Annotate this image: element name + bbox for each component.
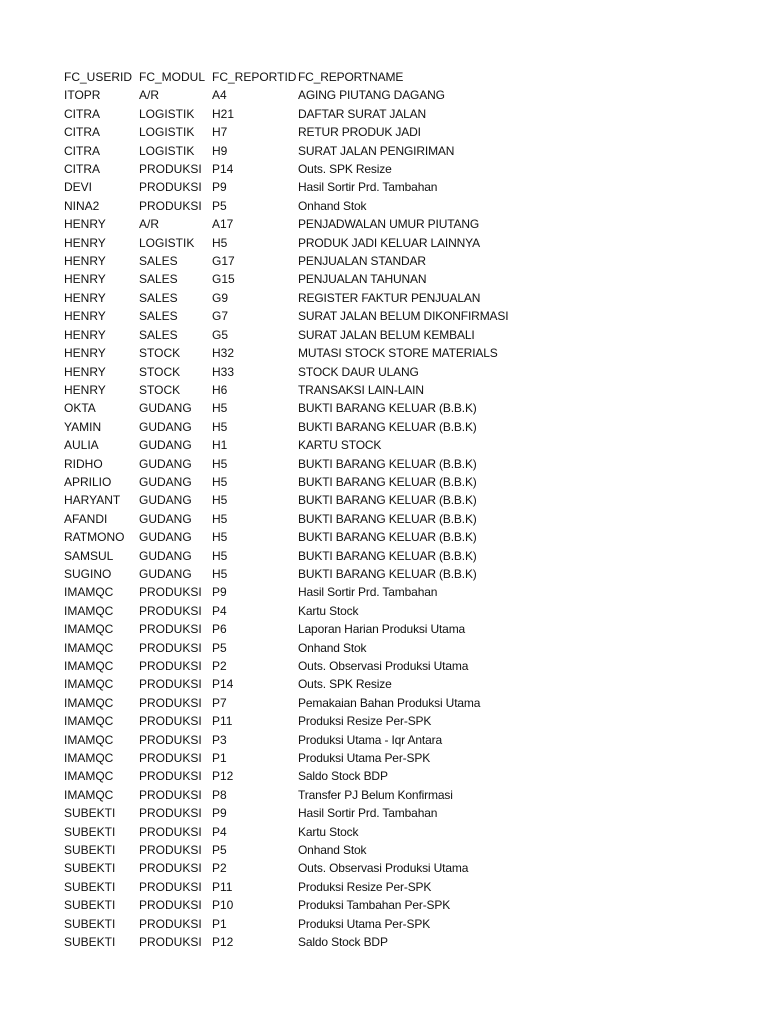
cell-reportname: BUKTI BARANG KELUAR (B.B.K) [298, 401, 477, 416]
cell-userid: IMAMQC [64, 769, 114, 784]
cell-reportname: Outs. SPK Resize [298, 162, 392, 177]
cell-userid: SUBEKTI [64, 916, 116, 931]
cell-reportname: Hasil Sortir Prd. Tambahan [298, 806, 438, 821]
cell-userid: RIDHO [64, 456, 103, 471]
cell-reportname: Pemakaian Bahan Produksi Utama [298, 695, 481, 710]
cell-userid: HENRY [64, 327, 106, 342]
cell-reportid: P12 [212, 769, 234, 784]
cell-reportname: Outs. Observasi Produksi Utama [298, 659, 469, 673]
cell-userid: HENRY [64, 235, 106, 250]
table-row [64, 473, 544, 491]
cell-reportname: RETUR PRODUK JADI [298, 125, 421, 140]
cell-modul: PRODUKSI [139, 861, 202, 876]
cell-modul: PRODUKSI [139, 603, 202, 618]
table-row [64, 547, 544, 565]
cell-modul: PRODUKSI [139, 916, 202, 931]
table-row [64, 344, 544, 362]
cell-userid: SUBEKTI [64, 879, 116, 894]
cell-reportid: H7 [212, 125, 228, 140]
table-row [64, 712, 544, 730]
table-row [64, 657, 544, 675]
cell-reportid: H5 [212, 419, 228, 434]
cell-modul: PRODUKSI [139, 180, 202, 195]
cell-reportname: BUKTI BARANG KELUAR (B.B.K) [298, 566, 477, 581]
cell-reportname: SURAT JALAN BELUM DIKONFIRMASI [298, 309, 509, 324]
cell-userid: SUBEKTI [64, 806, 116, 821]
cell-modul: PRODUKSI [139, 622, 202, 637]
cell-modul: GUDANG [139, 493, 192, 508]
table-row [64, 215, 544, 233]
cell-reportname: REGISTER FAKTUR PENJUALAN [298, 290, 481, 305]
cell-reportid: P14 [212, 677, 234, 692]
table-row [64, 436, 544, 454]
cell-modul: LOGISTIK [139, 125, 195, 140]
cell-reportid: G5 [212, 327, 229, 342]
cell-reportname: BUKTI BARANG KELUAR (B.B.K) [298, 548, 477, 563]
cell-reportname: BUKTI BARANG KELUAR (B.B.K) [298, 493, 477, 508]
table-row [64, 528, 544, 546]
cell-reportname: Onhand Stok [298, 640, 367, 655]
cell-reportid: P4 [212, 824, 227, 839]
cell-reportid: P5 [212, 198, 227, 213]
cell-modul: GUDANG [139, 548, 192, 563]
cell-reportname: Saldo Stock BDP [298, 935, 388, 950]
header-reportid: FC_REPORTID [212, 70, 297, 84]
table-row [64, 123, 544, 141]
cell-modul: GUDANG [139, 511, 192, 526]
cell-userid: CITRA [64, 143, 100, 158]
cell-reportname: AGING PIUTANG DAGANG [298, 88, 445, 103]
cell-modul: PRODUKSI [139, 695, 202, 710]
cell-userid: HENRY [64, 290, 106, 305]
cell-reportname: Produksi Tambahan Per-SPK [298, 898, 451, 913]
cell-modul: GUDANG [139, 401, 192, 416]
cell-reportname: TRANSAKSI LAIN-LAIN [298, 382, 424, 397]
table-body [64, 86, 544, 951]
table-row [64, 105, 544, 123]
cell-userid: SUBEKTI [64, 935, 116, 950]
header-modul: FC_MODUL [139, 70, 206, 84]
cell-reportname: Onhand Stok [298, 198, 367, 213]
cell-reportid: H5 [212, 493, 228, 508]
table-row [64, 583, 544, 601]
cell-reportname: Hasil Sortir Prd. Tambahan [298, 585, 438, 600]
cell-reportid: H5 [212, 456, 228, 471]
cell-modul: GUDANG [139, 438, 192, 453]
cell-userid: IMAMQC [64, 677, 114, 692]
cell-modul: PRODUKSI [139, 162, 202, 177]
cell-reportname: Produksi Resize Per-SPK [298, 714, 432, 729]
cell-reportname: Outs. Observasi Produksi Utama [298, 861, 469, 876]
table-row [64, 749, 544, 767]
cell-modul: PRODUKSI [139, 787, 202, 802]
table-row [64, 86, 544, 104]
cell-reportname: Onhand Stok [298, 843, 367, 858]
cell-userid: HARYANT [64, 493, 121, 508]
cell-userid: HENRY [64, 382, 106, 397]
cell-userid: OKTA [64, 401, 96, 416]
cell-reportname: PENJUALAN TAHUNAN [298, 272, 427, 287]
cell-reportid: P9 [212, 806, 227, 821]
cell-reportid: P2 [212, 659, 227, 673]
table-row [64, 234, 544, 252]
cell-reportid: H5 [212, 511, 228, 526]
table-row [64, 859, 544, 877]
cell-userid: SAMSUL [64, 548, 114, 563]
cell-userid: APRILIO [64, 474, 112, 489]
cell-modul: A/R [139, 217, 160, 232]
cell-userid: IMAMQC [64, 640, 114, 655]
cell-userid: DEVI [64, 180, 93, 195]
cell-modul: PRODUKSI [139, 714, 202, 729]
table-row [64, 510, 544, 528]
cell-modul: SALES [139, 290, 178, 305]
cell-reportname: BUKTI BARANG KELUAR (B.B.K) [298, 511, 477, 526]
cell-reportid: H32 [212, 346, 235, 361]
cell-userid: HENRY [64, 364, 106, 379]
cell-userid: IMAMQC [64, 787, 114, 802]
cell-reportname: BUKTI BARANG KELUAR (B.B.K) [298, 456, 477, 471]
table-row [64, 381, 544, 399]
cell-reportname: DAFTAR SURAT JALAN [298, 106, 426, 121]
cell-userid: HENRY [64, 254, 106, 269]
cell-reportname: Hasil Sortir Prd. Tambahan [298, 180, 438, 195]
cell-reportid: H33 [212, 364, 235, 379]
cell-userid: ITOPR [64, 88, 101, 103]
cell-reportid: H5 [212, 530, 228, 545]
cell-reportname: PENJUALAN STANDAR [298, 254, 426, 269]
cell-userid: IMAMQC [64, 751, 114, 766]
cell-reportid: G7 [212, 309, 229, 324]
cell-reportname: BUKTI BARANG KELUAR (B.B.K) [298, 530, 477, 545]
cell-reportname: Kartu Stock [298, 603, 359, 618]
cell-userid: YAMIN [64, 419, 102, 434]
cell-reportname: MUTASI STOCK STORE MATERIALS [298, 346, 498, 361]
cell-reportid: H5 [212, 235, 228, 250]
table-row [64, 804, 544, 822]
cell-modul: GUDANG [139, 419, 192, 434]
cell-reportid: H5 [212, 566, 228, 581]
cell-reportid: P1 [212, 751, 227, 766]
table-row [64, 160, 544, 178]
cell-reportname: PENJADWALAN UMUR PIUTANG [298, 217, 480, 232]
cell-userid: HENRY [64, 217, 106, 232]
cell-userid: HENRY [64, 309, 106, 324]
cell-userid: IMAMQC [64, 603, 114, 618]
report-sheet [64, 68, 744, 952]
cell-userid: SUBEKTI [64, 843, 116, 858]
table-row [64, 786, 544, 804]
cell-reportid: P12 [212, 935, 234, 950]
cell-userid: IMAMQC [64, 622, 114, 637]
cell-reportid: H5 [212, 474, 228, 489]
cell-modul: SALES [139, 309, 178, 324]
cell-modul: SALES [139, 327, 178, 342]
cell-userid: IMAMQC [64, 714, 114, 729]
cell-userid: AULIA [64, 438, 99, 453]
cell-reportid: H21 [212, 106, 235, 121]
cell-userid: SUBEKTI [64, 898, 116, 913]
cell-modul: SALES [139, 254, 178, 269]
cell-reportid: P9 [212, 585, 227, 600]
cell-reportname: BUKTI BARANG KELUAR (B.B.K) [298, 474, 477, 489]
table-row [64, 455, 544, 473]
cell-reportname: STOCK DAUR ULANG [298, 364, 419, 379]
table-row [64, 933, 544, 951]
cell-modul: PRODUKSI [139, 898, 202, 913]
cell-reportname: Produksi Utama Per-SPK [298, 916, 431, 931]
report-access-table [64, 68, 544, 952]
cell-modul: GUDANG [139, 566, 192, 581]
cell-reportid: P4 [212, 603, 227, 618]
table-row [64, 326, 544, 344]
cell-reportname: Kartu Stock [298, 824, 359, 839]
table-row [64, 620, 544, 638]
cell-reportid: P7 [212, 695, 227, 710]
cell-userid: IMAMQC [64, 732, 114, 747]
table-row [64, 767, 544, 785]
cell-userid: SUBEKTI [64, 861, 116, 876]
cell-reportname: Outs. SPK Resize [298, 677, 392, 692]
cell-reportid: G9 [212, 290, 229, 305]
cell-userid: RATMONO [64, 530, 125, 545]
cell-userid: SUBEKTI [64, 824, 116, 839]
cell-reportid: H1 [212, 438, 228, 453]
cell-modul: PRODUKSI [139, 677, 202, 692]
header-userid: FC_USERID [64, 70, 133, 84]
table-row [64, 915, 544, 933]
cell-userid: SUGINO [64, 566, 112, 581]
table-row [64, 565, 544, 583]
cell-reportid: G17 [212, 254, 235, 269]
table-row [64, 896, 544, 914]
cell-modul: STOCK [139, 382, 181, 397]
cell-modul: LOGISTIK [139, 235, 195, 250]
cell-userid: CITRA [64, 106, 100, 121]
header-row [64, 68, 544, 86]
table-row [64, 399, 544, 417]
cell-modul: PRODUKSI [139, 659, 202, 673]
table-row [64, 731, 544, 749]
cell-modul: GUDANG [139, 456, 192, 471]
cell-modul: STOCK [139, 346, 181, 361]
cell-reportname: Transfer PJ Belum Konfirmasi [298, 787, 453, 802]
table-row [64, 197, 544, 215]
table-row [64, 363, 544, 381]
cell-reportname: Produksi Utama - Iqr Antara [298, 732, 443, 747]
cell-reportid: H5 [212, 548, 228, 563]
cell-modul: LOGISTIK [139, 143, 195, 158]
table-row [64, 491, 544, 509]
cell-reportname: SURAT JALAN BELUM KEMBALI [298, 327, 475, 342]
cell-modul: PRODUKSI [139, 640, 202, 655]
cell-reportname: Produksi Utama Per-SPK [298, 751, 431, 766]
cell-reportname: BUKTI BARANG KELUAR (B.B.K) [298, 419, 477, 434]
cell-userid: HENRY [64, 346, 106, 361]
cell-modul: PRODUKSI [139, 585, 202, 600]
table-row [64, 252, 544, 270]
table-header [64, 68, 544, 86]
table-row [64, 675, 544, 693]
table-row [64, 841, 544, 859]
cell-reportid: H9 [212, 143, 228, 158]
cell-modul: LOGISTIK [139, 106, 195, 121]
cell-reportname: Laporan Harian Produksi Utama [298, 622, 466, 637]
cell-reportid: H5 [212, 401, 228, 416]
cell-userid: NINA2 [64, 198, 100, 213]
cell-reportid: P9 [212, 180, 227, 195]
cell-modul: PRODUKSI [139, 769, 202, 784]
cell-reportid: P6 [212, 622, 227, 637]
cell-modul: A/R [139, 88, 160, 103]
cell-modul: PRODUKSI [139, 824, 202, 839]
cell-userid: CITRA [64, 125, 100, 140]
table-row [64, 418, 544, 436]
cell-modul: PRODUKSI [139, 732, 202, 747]
table-row [64, 602, 544, 620]
cell-modul: PRODUKSI [139, 935, 202, 950]
cell-reportname: SURAT JALAN PENGIRIMAN [298, 143, 455, 158]
cell-userid: IMAMQC [64, 585, 114, 600]
cell-modul: GUDANG [139, 474, 192, 489]
cell-modul: STOCK [139, 364, 181, 379]
table-row [64, 823, 544, 841]
cell-modul: PRODUKSI [139, 751, 202, 766]
table-row [64, 694, 544, 712]
cell-reportid: P3 [212, 732, 227, 747]
cell-reportid: P2 [212, 861, 227, 876]
cell-reportid: A4 [212, 88, 227, 103]
cell-reportid: P5 [212, 843, 227, 858]
cell-reportname: KARTU STOCK [298, 438, 382, 453]
cell-reportname: Saldo Stock BDP [298, 769, 388, 784]
table-row [64, 878, 544, 896]
cell-reportid: A17 [212, 217, 234, 232]
cell-reportid: P14 [212, 162, 234, 177]
table-row [64, 289, 544, 307]
cell-userid: AFANDI [64, 511, 108, 526]
cell-modul: SALES [139, 272, 178, 287]
cell-reportid: P10 [212, 898, 234, 913]
cell-reportid: H6 [212, 382, 228, 397]
cell-reportid: P8 [212, 787, 227, 802]
table-row [64, 307, 544, 325]
header-reportname: FC_REPORTNAME [298, 70, 404, 84]
cell-modul: PRODUKSI [139, 198, 202, 213]
cell-reportname: Produksi Resize Per-SPK [298, 879, 432, 894]
cell-reportid: P1 [212, 916, 227, 931]
cell-reportid: G15 [212, 272, 235, 287]
table-row [64, 142, 544, 160]
table-row [64, 639, 544, 657]
cell-modul: PRODUKSI [139, 879, 202, 894]
cell-userid: IMAMQC [64, 695, 114, 710]
cell-modul: PRODUKSI [139, 806, 202, 821]
cell-reportid: P5 [212, 640, 227, 655]
table-row [64, 178, 544, 196]
cell-reportid: P11 [212, 879, 233, 894]
cell-reportid: P11 [212, 714, 233, 729]
cell-userid: HENRY [64, 272, 106, 287]
table-row [64, 270, 544, 288]
cell-modul: PRODUKSI [139, 843, 202, 858]
cell-userid: IMAMQC [64, 659, 114, 673]
cell-userid: CITRA [64, 162, 100, 177]
cell-modul: GUDANG [139, 530, 192, 545]
cell-reportname: PRODUK JADI KELUAR LAINNYA [298, 235, 480, 250]
